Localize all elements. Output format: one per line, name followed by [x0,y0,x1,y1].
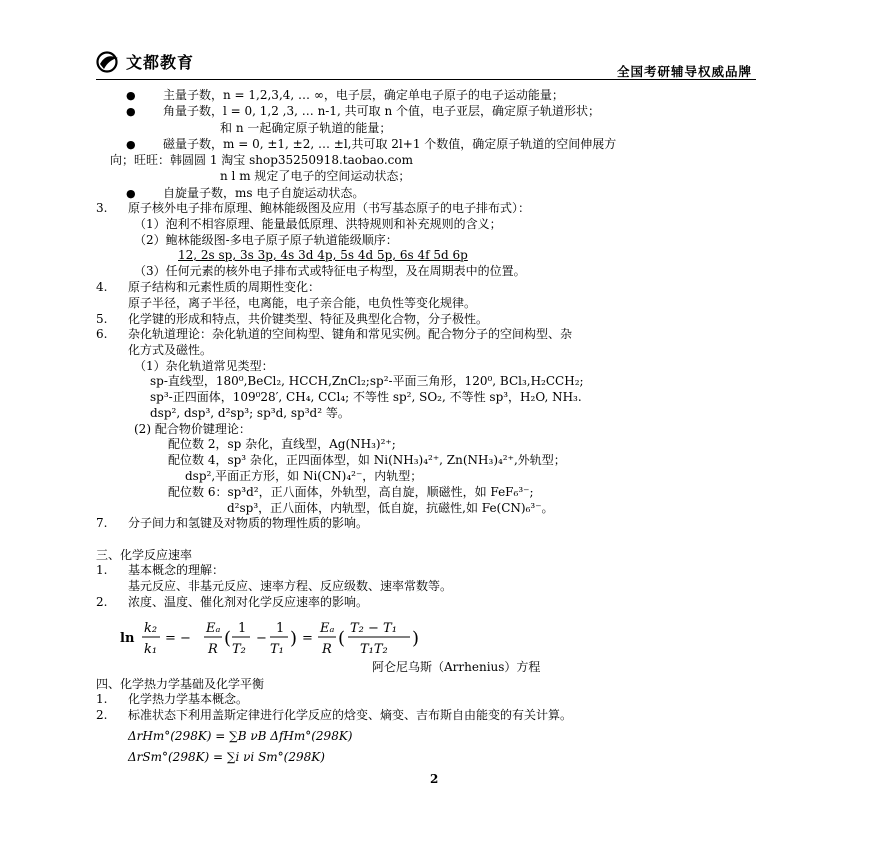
text-line: 原子半径，离子半径，电离能，电子亲合能，电负性等变化规律。 [128,296,477,310]
thermo-equation: ΔrHm°(298K) = ∑B νB ΔfHm°(298K) [128,729,353,743]
formula-Ea: Eₐ [206,621,221,636]
text-line: 原子核外电子排布原理、鲍林能级图及应用（书写基态原子的电子排布式）： [128,201,531,215]
text-line: 化学键的形成和特点，共价键类型、特征及典型化合物，分子极性。 [128,312,489,326]
formula-ln: ln [120,631,135,646]
text-line: sp-直线型，180⁰,BeCl₂, HCCH,ZnCl₂;sp²-平面三角形，120⁰, BCl₃,H₂CCH₂; [150,374,584,388]
header-tagline: 全国考研辅导权威品牌 [616,64,752,79]
text-line: 标准状态下利用盖斯定律进行化学反应的焓变、熵变、吉布斯自由能变的有关计算。 [128,708,573,722]
logo [96,50,194,73]
text-line: dsp², dsp³, d²sp³; sp³d, sp³d² 等。 [150,406,350,420]
text-line: 磁量子数，m = 0, ±1, ±2, … ±l,共可取 2l+1 个数值，确定原子轨道的空间伸展方 [163,137,617,151]
text-line: 12, 2s sp, 3s 3p, 4s 3d 4p, 5s 4d 5p, 6s 4f 5d 6p [178,248,468,262]
list-number: 2. [96,595,108,609]
list-number: 1. [96,563,108,577]
logo-text: 文都教育 [126,53,195,72]
list-number: 1. [96,692,108,706]
formula-eq2: = [302,631,313,646]
bullet-icon: ● [126,105,136,118]
text-line: 配位数 4，sp³ 杂化，正四面体型，如 Ni(NH₃)₄²⁺, Zn(NH₃)₄²⁺,外轨型； [168,453,566,467]
text-line: n l m 规定了电子的空间运动状态； [220,169,411,183]
bullet-icon: ● [126,89,136,102]
text-line: 基元反应、非基元反应、速率方程、反应级数、速率常数等。 [128,579,453,593]
svg-text:): ) [290,628,298,649]
text-line: 角量子数，l = 0, 1,2 ,3, … n-1, 共可取 n 个值，电子亚层，确定原子轨道形状； [163,104,600,118]
text-line: 配位数 6：sp³d²，正八面体，外轨型，高自旋，顺磁性，如 FeF₆³⁻; [168,485,534,499]
text-line: 和 n 一起确定原子轨道的能量； [220,121,392,135]
list-number: 3. [96,201,108,215]
svg-text:): ) [412,628,420,649]
bullet-icon: ● [126,187,136,200]
text-line: （1）杂化轨道常见类型： [134,359,274,373]
text-line: 化方式及磁性。 [128,343,213,357]
wendu-logo-icon [96,51,122,73]
formula-one-a: 1 [238,621,247,636]
text-line: 浓度、温度、催化剂对化学反应速率的影响。 [128,595,369,609]
formula-one-b: 1 [276,621,285,636]
header-rule [96,79,756,80]
formula-Ea-2: Eₐ [320,621,335,636]
formula-eq1: = − [165,631,191,646]
text-line: sp³-正四面体，109⁰28′, CH₄, CCl₄; 不等性 sp², SO₂, 不等性 sp³，H₂O, NH₃. [150,390,582,404]
section-heading: 四、化学热力学基础及化学平衡 [96,677,265,691]
text-line: 杂化轨道理论：杂化轨道的空间构型、键角和常见实例。配合物分子的空间构型、杂 [128,327,573,341]
text-line: dsp²,平面正方形，如 Ni(CN)₄²⁻，内轨型； [185,469,423,483]
thermo-equation: ΔrSm°(298K) = ∑i νi Sm°(298K) [128,750,325,764]
formula-R-2: R [322,642,332,657]
page-header [96,50,756,82]
text-line: 主量子数，n = 1,2,3,4, … ∞，电子层，确定单电子原子的电子运动能量； [163,88,564,102]
list-number: 5. [96,312,108,326]
list-number: 2. [96,708,108,722]
text-line: 分子间力和氢键及对物质的物理性质的影响。 [128,516,369,530]
text-line: d²sp³，正八面体，内轨型，低自旋，抗磁性,如 Fe(CN)₆³⁻。 [227,501,554,515]
page-number: 2 [430,772,439,786]
text-line: 原子结构和元素性质的周期性变化： [128,280,321,294]
text-line: （3）任何元素的核外电子排布式或特征电子构型，及在周期表中的位置。 [134,264,526,278]
text-line: (2) 配合物价键理论： [134,422,251,436]
text-line: 基本概念的理解： [128,563,225,577]
formula-k2: k₂ [144,621,158,636]
section-heading: 三、化学反应速率 [96,548,193,562]
formula-R: R [208,642,218,657]
text-line: （1）泡利不相容原理、能量最低原理、洪特规则和补充规则的含义； [134,217,502,231]
text-line: （2）鲍林能级图-多电子原子原子轨道能级顺序： [134,233,398,247]
formula-T1: T₁ [270,642,284,657]
formula-k1: k₁ [144,642,158,657]
formula-T2mT1: T₂ − T₁ [350,621,397,636]
svg-text:(: ( [338,628,346,649]
formula-minus: − [256,631,267,646]
text-line: 化学热力学基本概念。 [128,692,249,706]
text-line: 向；旺旺：韩圆圆 1 淘宝 shop35250918.taobao.com [110,153,413,167]
text-line: 配位数 2，sp 杂化，直线型，Ag(NH₃)²⁺; [168,437,396,451]
formula-T1T2: T₁T₂ [360,642,388,657]
list-number: 6. [96,327,108,341]
text-line: 自旋量子数，ms 电子自旋运动状态。 [163,186,365,200]
list-number: 4. [96,280,108,294]
bullet-icon: ● [126,138,136,151]
list-number: 7. [96,516,108,530]
formula-caption: 阿仑尼乌斯（Arrhenius）方程 [372,660,541,674]
svg-text:(: ( [224,628,232,649]
formula-T2: T₂ [232,642,246,657]
arrhenius-formula [120,617,440,659]
